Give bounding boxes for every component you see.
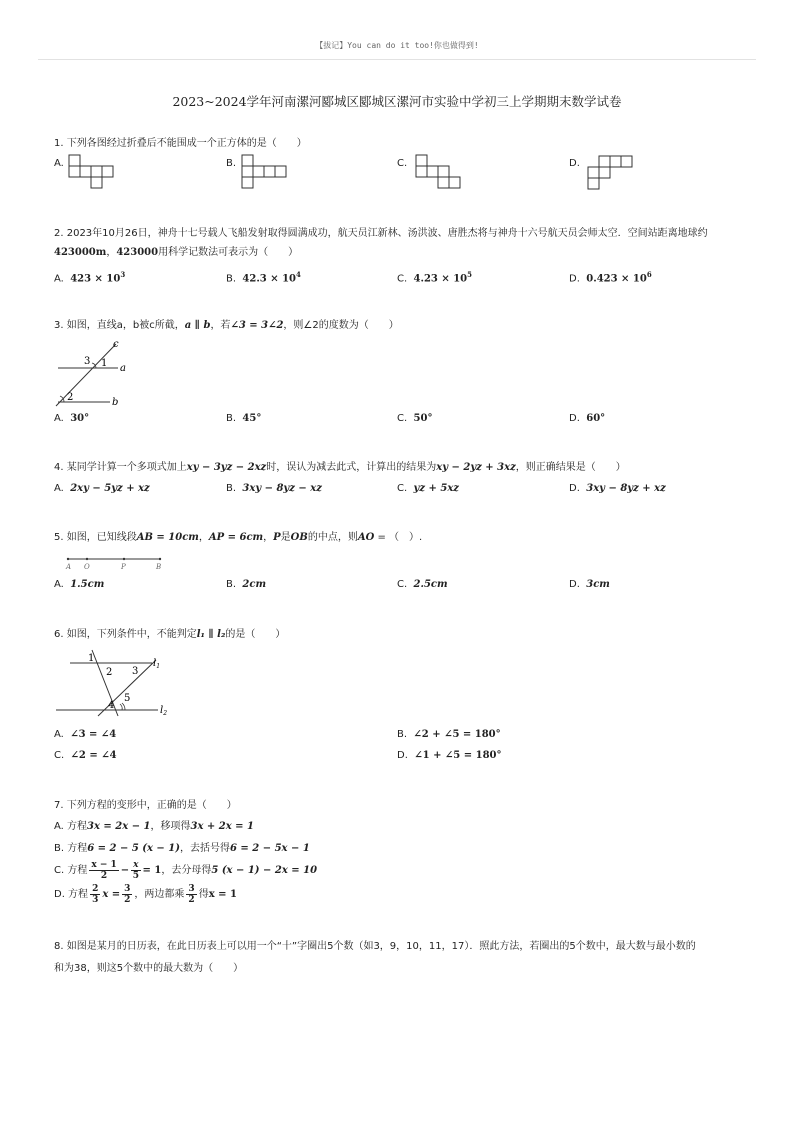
q1-net-c [414,154,466,192]
q6-angle-2: 2 [106,667,113,678]
q1-net-b [240,154,292,192]
q3-figure [54,336,134,408]
q5-option-c: C. 2.5cm [397,579,448,590]
q3-angle-3: 3 [84,356,91,367]
q3-option-d: D. 60° [569,413,606,424]
q3-label-b: b [112,397,119,408]
q7-option-c: C. 方程 $\frac{x - 1}{2}$ − $\frac{x}{5}$ = 1，去分母得5 (x − 1) − 2x = 10 [54,859,318,881]
q6-option-a: A. ∠3 = ∠4 [54,729,117,740]
q5-point-b: B [156,563,162,571]
q5-point-a: A [66,563,72,571]
q4-stem: 4. 某同学计算一个多项式加上xy − 3yz − 2xz时，误认为减去此式，计算出的结果为xy − 2yz + 3xz，则正确结果是（ ） [54,462,626,473]
q3-option-b: B. 45° [226,413,262,424]
q7-option-a: A. 方程3x = 2x − 1，移项得3x + 2x = 1 [54,821,254,832]
q5-point-p: P [121,563,126,571]
q6-option-c: C. ∠2 = ∠4 [54,750,117,761]
q4-option-b: B. 3xy − 8yz − xz [226,483,322,494]
q7-stem: 7. 下列方程的变形中，正确的是（ ） [54,800,237,811]
q6-option-d: D. ∠1 + ∠5 = 180° [397,750,502,761]
q2-number: 423000 [116,247,159,258]
q4-option-d: D. 3xy − 8yz + xz [569,483,666,494]
q6-option-b: B. ∠2 + ∠5 = 180° [397,729,501,740]
q6-angle-3: 3 [132,666,139,677]
q2-option-c: C. $4.23 \times 10^5$ [397,270,473,285]
q3-line-c [56,344,119,408]
q4-option-a: A. 2xy − 5yz + xz [54,483,150,494]
q2-stem-line2: 423000m，423000用科学记数法可表示为（ ） [54,247,299,258]
q6-label-l1: $l_1$ [153,658,161,670]
q6-angle-4: 4 [108,700,115,711]
q7-option-d: D. 方程 $\frac{2}{3}$ x = $\frac{3}{2}$ ，两边都乘 $\frac{3}{2}$ 得x = 1 [54,883,237,905]
q1-net-a [68,154,118,192]
q7-option-b: B. 方程6 = 2 − 5 (x − 1)，去括号得6 = 2 − 5x − 1 [54,843,310,854]
q6-angle-5: 5 [124,693,131,704]
q6-figure [54,648,174,718]
q4-option-c: C. yz + 5xz [397,483,459,494]
q2-distance: 423000m [54,247,107,258]
q2-option-d: D. $0.423 \times 10^6$ [569,270,652,285]
page-title: 2023~2024学年河南漯河郾城区郾城区漯河市实验中学初三上学期期末数学试卷 [172,94,622,109]
q5-stem: 5. 如图，已知线段AB = 10cm，AP = 6cm，P是OB的中点，则AO = （ ）. [54,532,423,543]
q8-stem-line1: 8. 如图是某月的日历表，在此日历表上可以用一个“十”字圈出5个数（如3，9，10，11，17）．照此方法，若圈出的5个数中，最大数与最小数的 [54,941,696,952]
q3-label-a: a [120,363,126,374]
q5-segment-figure [60,554,170,572]
q6-label-l2: $l_2$ [160,705,168,717]
q1-stem: 1. 下列各图经过折叠后不能围成一个正方体的是（ ） [54,138,307,149]
q6-stem: 6. 如图，下列条件中，不能判定l₁ ∥ l₂的是（ ） [54,629,286,640]
q5-option-a: A. 1.5cm [54,579,105,590]
q1-option-a-label: A. [54,158,64,169]
q3-angle-2: 2 [67,392,74,403]
q2-option-a: A. $423 \times 10^3$ [54,270,126,285]
q1-option-c-label: C. [397,158,408,169]
q8-stem-line2: 和为38，则这5个数中的最大数为（ ） [54,963,244,974]
q3-option-c: C. 50° [397,413,433,424]
q1-option-b-label: B. [226,158,237,169]
q2-option-b: B. $42.3 \times 10^4$ [226,270,301,285]
q5-option-b: B. 2cm [226,579,267,590]
header-divider [38,59,756,60]
q5-point-o: O [84,563,90,571]
q3-angle-1: 1 [101,358,108,369]
q1-net-d [586,154,638,192]
q5-option-d: D. 3cm [569,579,610,590]
q3-label-c: c [113,339,119,350]
q3-option-a: A. 30° [54,413,90,424]
q1-option-d-label: D. [569,158,580,169]
header-note: 【拔记】You can do it too!你也做得到! [315,41,479,50]
q3-stem: 3. 如图，直线a，b被c所截，a ∥ b，若∠3 = 3∠2，则∠2的度数为（ ） [54,320,399,331]
q6-angle-1: 1 [88,653,95,664]
q2-stem-line1: 2. 2023年10月26日，神舟十七号载人飞船发射取得圆满成功，航天员江新林、汤洪波、唐胜杰将与神舟十六号航天员会师太空．空间站距离地球约 [54,228,708,239]
